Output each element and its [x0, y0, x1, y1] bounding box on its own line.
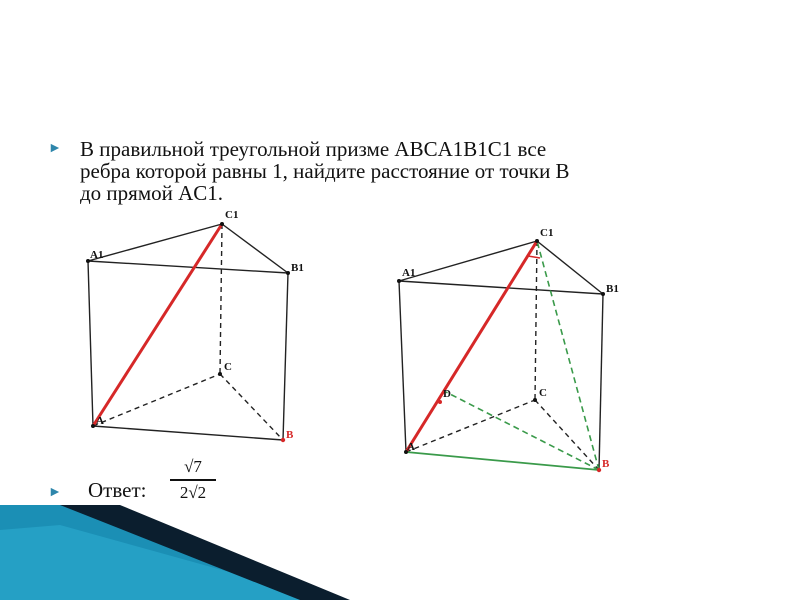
edge-c-b — [220, 374, 283, 440]
point-b1 — [601, 292, 605, 296]
problem-line-3: до прямой AC1. — [80, 181, 224, 205]
edge-b1-b — [599, 294, 603, 470]
point-b — [281, 438, 285, 442]
label-a: A — [407, 441, 415, 453]
point-d — [438, 400, 442, 404]
edge-c1-c — [535, 241, 537, 400]
point-b — [597, 468, 601, 472]
answer-denominator: 2√2 — [179, 482, 207, 502]
edge-c1-c — [220, 224, 222, 374]
prism-figure-2 — [399, 241, 603, 470]
point-a1 — [397, 279, 401, 283]
label-a1: A1 — [402, 267, 416, 279]
edge-a-c — [93, 374, 220, 426]
answer-label: Ответ: — [88, 478, 147, 502]
angle-mark — [528, 256, 540, 258]
point-c — [218, 372, 222, 376]
label-b: B — [602, 458, 610, 470]
edge-c1-b1 — [222, 224, 288, 273]
label-a1: A1 — [90, 249, 104, 261]
label-b1: B1 — [606, 283, 619, 295]
point-a — [91, 424, 95, 428]
problem-line-1: В правильной треугольной призме ABCA1B1C1 все — [80, 137, 547, 161]
prism-figure-2-points — [397, 227, 619, 472]
edge-a-c — [406, 400, 535, 452]
edge-a1-a — [399, 281, 406, 452]
edge-c-b — [535, 400, 599, 470]
label-c: C — [224, 361, 232, 373]
point-c — [533, 398, 537, 402]
edge-a1-a — [88, 261, 93, 426]
decorative-band — [0, 505, 350, 600]
point-c1 — [535, 239, 539, 243]
edge-a1-b1 — [88, 261, 288, 273]
label-c: C — [539, 387, 547, 399]
label-a: A — [96, 415, 104, 427]
label-c1: C1 — [540, 227, 554, 239]
edge-a1-b1 — [399, 281, 603, 294]
label-c1: C1 — [225, 209, 239, 221]
point-c1 — [220, 222, 224, 226]
point-b1 — [286, 271, 290, 275]
prism-figure-1 — [88, 224, 288, 440]
triangle-right-icon: ► — [48, 141, 62, 156]
answer-numerator: √7 — [184, 457, 202, 476]
label-d: D — [443, 388, 451, 400]
prism-figure-1-points — [86, 209, 304, 442]
triangle-right-icon: ► — [48, 485, 62, 500]
edge-b1-b — [283, 273, 288, 440]
problem-line-2: ребра которой равны 1, найдите расстояние от точки B — [80, 159, 570, 183]
edge-a-b — [93, 426, 283, 440]
edge-c1-b1 — [537, 241, 603, 294]
label-b: B — [286, 429, 294, 441]
label-b1: B1 — [291, 262, 304, 274]
